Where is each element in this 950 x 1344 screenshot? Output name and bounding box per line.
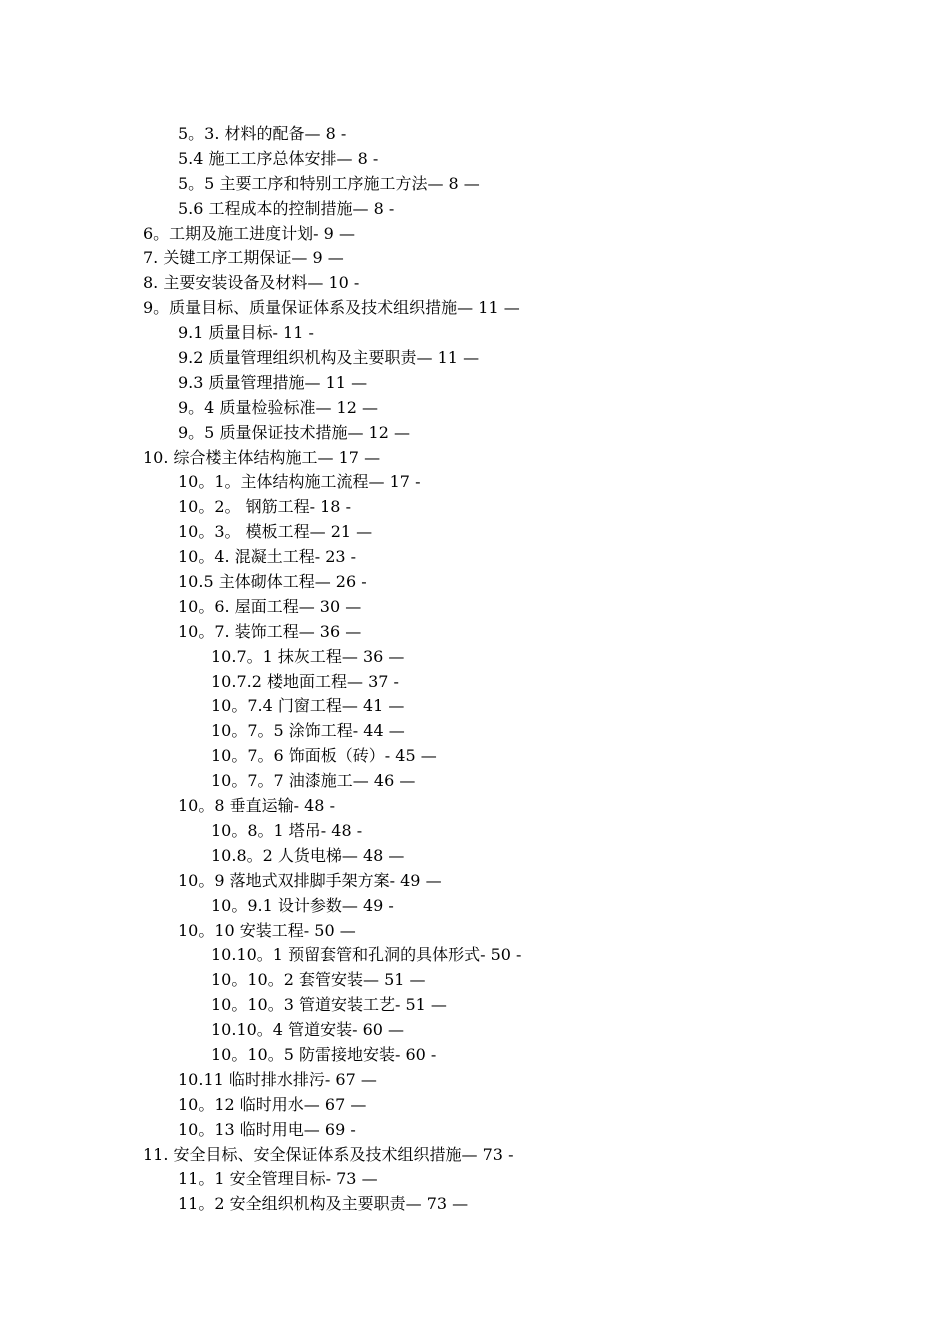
toc-entry: 5。5 主要工序和特别工序施工方法— 8 — xyxy=(178,173,480,193)
toc-entry: 10。8 垂直运输- 48 - xyxy=(178,796,335,816)
toc-entry: 10。9 落地式双排脚手架方案- 49 — xyxy=(178,870,442,890)
toc-entry: 10。10。2 套管安装— 51 — xyxy=(211,970,426,990)
toc-entry: 10.7.2 楼地面工程— 37 - xyxy=(211,671,399,691)
toc-entry: 10。7。6 饰面板（砖）- 45 — xyxy=(211,746,437,766)
toc-entry: 6。工期及施工进度计划- 9 — xyxy=(143,223,355,243)
toc-entry: 10。10。5 防雷接地安装- 60 - xyxy=(211,1044,437,1064)
toc-entry: 9。5 质量保证技术措施— 12 — xyxy=(178,422,410,442)
toc-entry: 10。7. 装饰工程— 36 — xyxy=(178,621,362,641)
toc-entry: 10。7。5 涂饰工程- 44 — xyxy=(211,721,405,741)
toc-entry: 9。质量目标、质量保证体系及技术组织措施— 11 — xyxy=(143,298,520,318)
toc-entry: 10。1。主体结构施工流程— 17 - xyxy=(178,472,421,492)
toc-entry: 10.8。2 人货电梯— 48 — xyxy=(211,845,405,865)
toc-entry: 5.6 工程成本的控制措施— 8 - xyxy=(178,198,395,218)
table-of-contents xyxy=(0,122,950,1217)
toc-entry: 10.10。4 管道安装- 60 — xyxy=(211,1020,405,1040)
toc-entry: 11。1 安全管理目标- 73 — xyxy=(178,1169,378,1189)
toc-entry: 10.5 主体砌体工程— 26 - xyxy=(178,572,367,592)
toc-entry: 10。4. 混凝土工程- 23 - xyxy=(178,547,357,567)
toc-entry: 11. 安全目标、安全保证体系及技术组织措施— 73 - xyxy=(143,1144,514,1164)
toc-entry: 10。2。 钢筋工程- 18 - xyxy=(178,497,351,517)
toc-entry: 10.11 临时排水排污- 67 — xyxy=(178,1069,377,1089)
toc-entry: 9.1 质量目标- 11 - xyxy=(178,323,314,343)
toc-entry: 10。3。 模板工程— 21 — xyxy=(178,522,373,542)
toc-entry: 10.10。1 预留套管和孔洞的具体形式- 50 - xyxy=(211,945,522,965)
toc-entry: 10。10。3 管道安装工艺- 51 — xyxy=(211,995,447,1015)
toc-entry: 10.7。1 抹灰工程— 36 — xyxy=(211,646,405,666)
toc-entry: 9。4 质量检验标准— 12 — xyxy=(178,397,378,417)
toc-entry: 7. 关键工序工期保证— 9 — xyxy=(143,248,344,268)
toc-entry: 10。12 临时用水— 67 — xyxy=(178,1094,367,1114)
toc-entry: 5.4 施工工序总体安排— 8 - xyxy=(178,148,379,168)
toc-entry: 8. 主要安装设备及材料— 10 - xyxy=(143,273,360,293)
toc-entry: 10。6. 屋面工程— 30 — xyxy=(178,596,362,616)
toc-entry: 10。7。7 油漆施工— 46 — xyxy=(211,771,416,791)
toc-entry: 11。2 安全组织机构及主要职责— 73 — xyxy=(178,1194,469,1214)
toc-entry: 5。3. 材料的配备— 8 - xyxy=(178,124,347,143)
toc-entry: 10. 综合楼主体结构施工— 17 — xyxy=(143,447,381,467)
toc-entry: 9.2 质量管理组织机构及主要职责— 11 — xyxy=(178,348,480,368)
toc-entry: 10。9.1 设计参数— 49 - xyxy=(211,895,394,915)
toc-entry: 10。10 安装工程- 50 — xyxy=(178,920,356,940)
toc-entry: 10。8。1 塔吊- 48 - xyxy=(211,820,363,840)
toc-entry: 10。7.4 门窗工程— 41 — xyxy=(211,696,405,716)
toc-entry: 9.3 质量管理措施— 11 — xyxy=(178,372,368,392)
toc-entry: 10。13 临时用电— 69 - xyxy=(178,1119,356,1139)
